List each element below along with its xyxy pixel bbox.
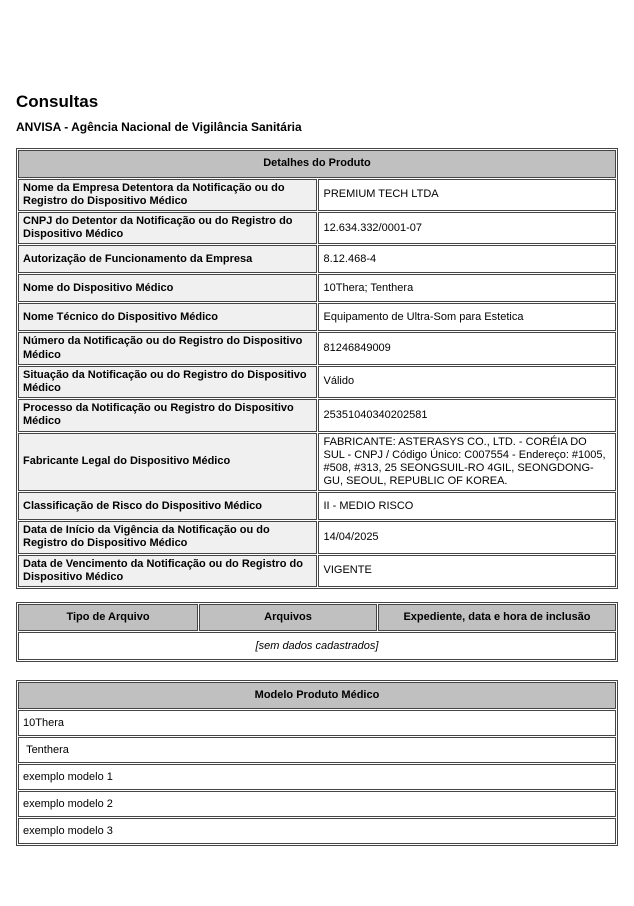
files-col-arquivos: Arquivos <box>199 604 377 631</box>
row-value-registry-number: 81246849009 <box>318 332 617 364</box>
row-value-risk-class: II - MEDIO RISCO <box>318 492 617 520</box>
row-label-start-date: Data de Início da Vigência da Notificação ou do Registro do Dispositivo Médico <box>18 521 317 553</box>
table-row <box>18 179 616 211</box>
models-table <box>16 680 618 846</box>
row-value-fabricante: FABRICANTE: ASTERASYS CO., LTD. - CORÉIA DO SUL - CNPJ / Código Único: C007554 - Endereço: #1005, #508, #313, 25 SEONGSUIL-RO 4GIL, SEONGDONG-GU, SEOUL, REPUBLIC OF KOREA. <box>318 433 617 492</box>
row-label-fabricante: Fabricante Legal do Dispositivo Médico <box>18 433 317 492</box>
row-value-company-name: PREMIUM TECH LTDA <box>318 179 617 211</box>
row-value-technical-name: Equipamento de Ultra-Som para Estetica <box>318 303 617 331</box>
models-table-title: Modelo Produto Médico <box>18 682 616 709</box>
row-label-expiry-date: Data de Vencimento da Notificação ou do Registro do Dispositivo Médico <box>18 555 317 587</box>
table-row <box>18 212 616 244</box>
table-row <box>18 492 616 520</box>
table-row <box>18 764 616 790</box>
row-label-registry-number: Número da Notificação ou do Registro do Dispositivo Médico <box>18 332 317 364</box>
row-label-technical-name: Nome Técnico do Dispositivo Médico <box>18 303 317 331</box>
row-value-expiry-date: VIGENTE <box>318 555 617 587</box>
models-header-row <box>18 682 616 709</box>
table-row <box>18 245 616 273</box>
model-name: Tenthera <box>18 737 616 763</box>
table-row <box>18 791 616 817</box>
row-label-cnpj: CNPJ do Detentor da Notificação ou do Registro do Dispositivo Médico <box>18 212 317 244</box>
files-header-row <box>18 604 616 631</box>
row-label-processo: Processo da Notificação ou Registro do Dispositivo Médico <box>18 399 317 431</box>
table-row <box>18 710 616 736</box>
model-name: exemplo modelo 1 <box>18 764 616 790</box>
table-row <box>18 555 616 587</box>
table-row <box>18 332 616 364</box>
product-details-table <box>16 148 618 589</box>
table-row <box>18 433 616 492</box>
page-subtitle: ANVISA - Agência Nacional de Vigilância Sanitária <box>16 119 302 134</box>
table-row <box>18 737 616 763</box>
row-value-situacao: Válido <box>318 366 617 398</box>
row-value-start-date: 14/04/2025 <box>318 521 617 553</box>
row-label-company-name: Nome da Empresa Detentora da Notificação ou do Registro do Dispositivo Médico <box>18 179 317 211</box>
table-row <box>18 303 616 331</box>
files-col-expediente: Expediente, data e hora de inclusão <box>378 604 616 631</box>
row-value-device-name: 10Thera; Tenthera <box>318 274 617 302</box>
table-row <box>18 274 616 302</box>
model-name: exemplo modelo 2 <box>18 791 616 817</box>
row-value-processo: 25351040340202581 <box>318 399 617 431</box>
model-name: 10Thera <box>18 710 616 736</box>
row-value-autorizacao: 8.12.468-4 <box>318 245 617 273</box>
files-table <box>16 602 618 662</box>
table-row <box>18 818 616 844</box>
row-label-autorizacao: Autorização de Funcionamento da Empresa <box>18 245 317 273</box>
table-row <box>18 366 616 398</box>
row-label-device-name: Nome do Dispositivo Médico <box>18 274 317 302</box>
details-header-row <box>18 150 616 177</box>
row-value-cnpj: 12.634.332/0001-07 <box>318 212 617 244</box>
details-table-title: Detalhes do Produto <box>18 150 616 177</box>
files-col-tipo: Tipo de Arquivo <box>18 604 198 631</box>
files-empty-row <box>18 632 616 660</box>
files-empty-message: [sem dados cadastrados] <box>18 632 616 660</box>
row-label-situacao: Situação da Notificação ou do Registro do Dispositivo Médico <box>18 366 317 398</box>
table-row <box>18 399 616 431</box>
row-label-risk-class: Classificação de Risco do Dispositivo Médico <box>18 492 317 520</box>
page-title: Consultas <box>16 92 99 111</box>
table-row <box>18 521 616 553</box>
model-name: exemplo modelo 3 <box>18 818 616 844</box>
